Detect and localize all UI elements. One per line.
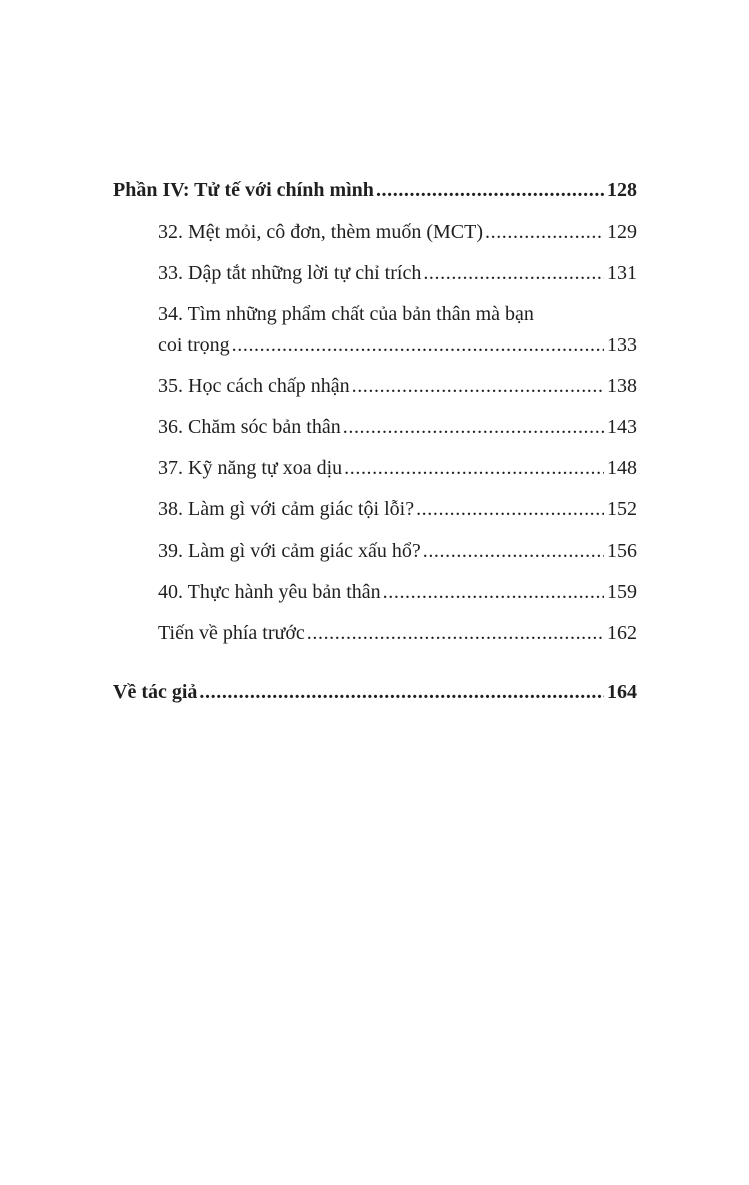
toc-item-39 xyxy=(158,539,637,563)
toc-item-32 xyxy=(158,220,637,244)
toc-part-4-title: Phần IV: Tử tế với chính mình xyxy=(113,179,374,201)
toc-item-40 xyxy=(158,580,637,604)
dot-leader xyxy=(352,374,604,398)
toc-item-page: 152 xyxy=(607,498,637,520)
dot-leader xyxy=(343,415,604,439)
toc-item-35 xyxy=(158,374,637,398)
toc-about-author-page: 164 xyxy=(607,681,637,703)
toc-item-page: 131 xyxy=(607,262,637,284)
dot-leader xyxy=(376,178,604,202)
toc-item-title: Tiến về phía trước xyxy=(158,622,305,644)
toc-item-38 xyxy=(158,497,637,521)
dot-leader xyxy=(485,220,604,244)
toc-item-33 xyxy=(158,261,637,285)
toc-item-page: 129 xyxy=(607,221,637,243)
toc-item-34 xyxy=(158,302,637,357)
toc-part-4 xyxy=(113,178,637,202)
toc-item-page: 148 xyxy=(607,457,637,479)
toc-item-title: 38. Làm gì với cảm giác tội lỗi? xyxy=(158,498,415,520)
dot-leader xyxy=(199,680,604,704)
toc-item-page: 162 xyxy=(607,622,637,644)
toc-about-author-title: Về tác giả xyxy=(113,681,198,703)
toc-item-title: 32. Mệt mỏi, cô đơn, thèm muốn (MCT) xyxy=(158,221,483,243)
toc-item-page: 143 xyxy=(607,416,637,438)
toc-item-title-line1: 34. Tìm những phẩm chất của bản thân mà bạn xyxy=(158,303,534,325)
dot-leader xyxy=(344,456,604,480)
dot-leader xyxy=(423,539,604,563)
dot-leader xyxy=(307,621,604,645)
toc-item-title-line2: coi trọng xyxy=(158,334,230,356)
toc-item-title: 33. Dập tắt những lời tự chỉ trích xyxy=(158,262,422,284)
toc-item-title: 39. Làm gì với cảm giác xấu hổ? xyxy=(158,540,421,562)
toc-item-page: 156 xyxy=(607,540,637,562)
toc-item-title: 37. Kỹ năng tự xoa dịu xyxy=(158,457,343,479)
toc-item-page: 138 xyxy=(607,375,637,397)
dot-leader xyxy=(416,497,604,521)
toc-item-page: 133 xyxy=(607,334,637,356)
toc-item-page: 159 xyxy=(607,581,637,603)
dot-leader xyxy=(232,333,604,357)
toc-item-title: 35. Học cách chấp nhận xyxy=(158,375,350,397)
dot-leader xyxy=(383,580,604,604)
toc-item-36 xyxy=(158,415,637,439)
toc-item-title: 40. Thực hành yêu bản thân xyxy=(158,581,381,603)
toc-item-37 xyxy=(158,456,637,480)
toc-item-moving-forward xyxy=(158,621,637,645)
dot-leader xyxy=(423,261,604,285)
toc-part-4-page: 128 xyxy=(607,179,637,201)
toc-item-title: 36. Chăm sóc bản thân xyxy=(158,416,341,438)
toc-about-author xyxy=(113,680,637,704)
